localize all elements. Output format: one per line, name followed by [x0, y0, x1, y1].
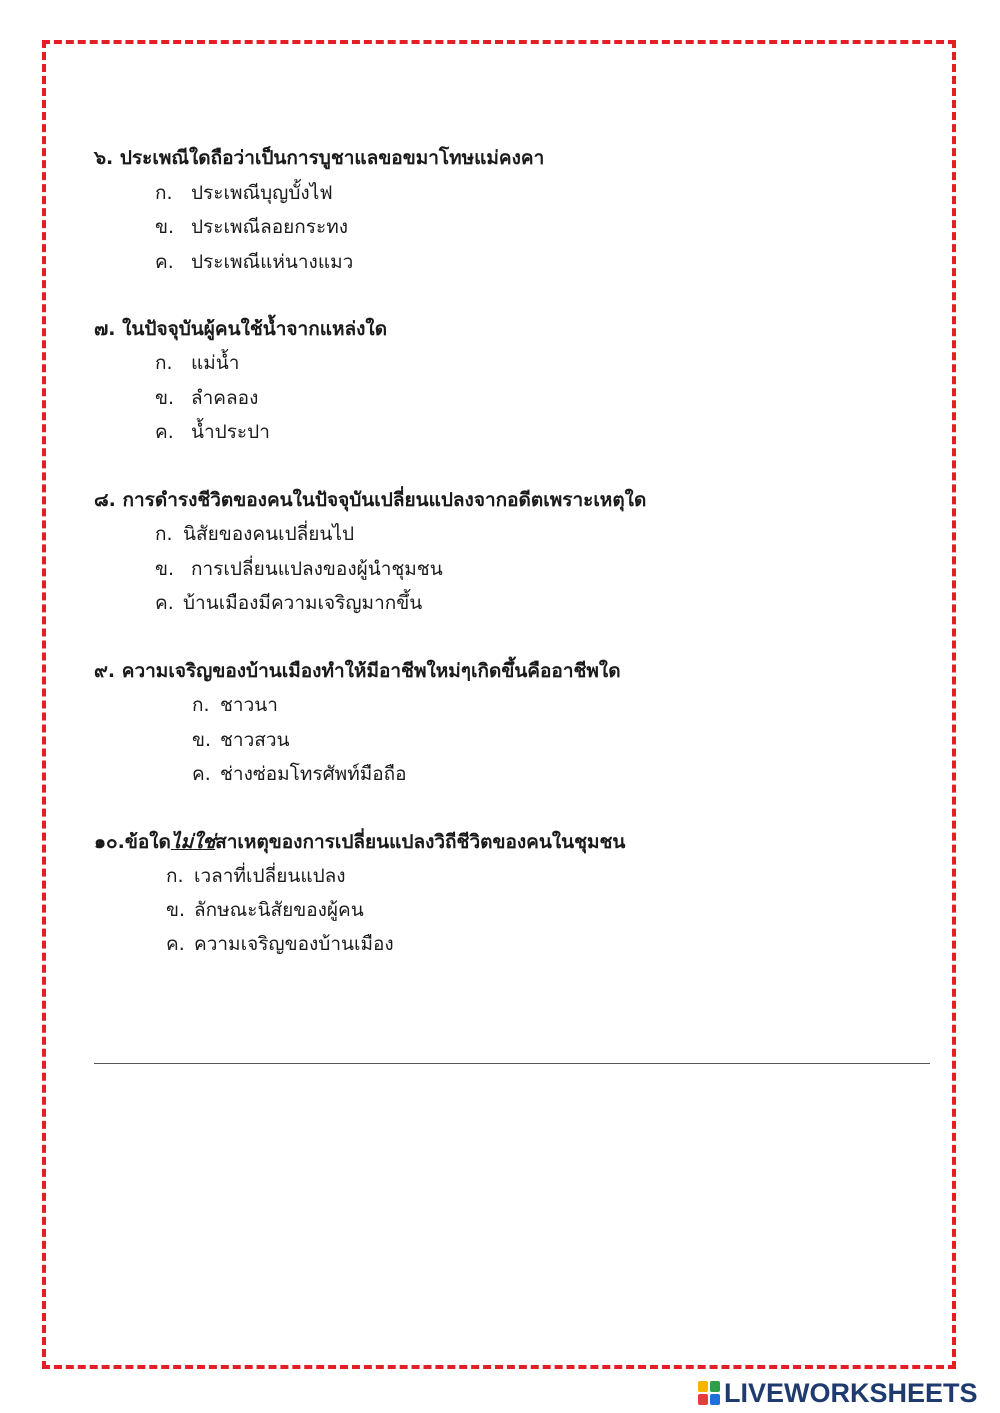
option-label: ค.	[155, 421, 174, 443]
option-text: ประเพณีลอยกระทง	[191, 216, 349, 238]
option-label: ค.	[155, 592, 174, 614]
option-9b[interactable]	[192, 727, 290, 753]
option-text: ความเจริญของบ้านเมือง	[194, 933, 394, 955]
option-label: ข.	[155, 216, 175, 238]
option-text: น้ำประปา	[191, 421, 270, 443]
option-8a[interactable]	[155, 521, 354, 547]
option-label: ข.	[155, 558, 175, 580]
logo-square-yellow	[698, 1381, 708, 1392]
option-label: ค.	[192, 763, 211, 785]
question-7: ๗. ในปัจจุบันผู้คนใช้น้ำจากแหล่งใด	[94, 318, 388, 340]
option-7b[interactable]	[155, 385, 258, 411]
logo-square-blue	[710, 1394, 720, 1405]
option-label: ก.	[155, 523, 173, 545]
option-7c[interactable]	[155, 419, 270, 445]
option-label: ข.	[166, 899, 186, 921]
logo-square-red	[698, 1394, 708, 1405]
option-9a[interactable]	[192, 692, 278, 718]
option-text: แม่น้ำ	[191, 352, 240, 374]
option-10a[interactable]	[166, 863, 346, 889]
logo-text: LIVEWORKSHEETS	[724, 1377, 978, 1408]
option-text: การเปลี่ยนแปลงของผู้นำชุมชน	[191, 558, 443, 580]
liveworksheets-logo-icon	[698, 1381, 720, 1405]
question-6: ๖. ประเพณีใดถือว่าเป็นการบูชาแลขอขมาโทษแม่คงคา	[94, 147, 545, 169]
logo-square-green	[710, 1381, 720, 1392]
option-10b[interactable]	[166, 897, 364, 923]
option-text: เวลาที่เปลี่ยนแปลง	[194, 865, 346, 887]
option-text: ลักษณะนิสัยของผู้คน	[194, 899, 364, 921]
option-label: ก.	[155, 352, 173, 374]
option-label: ก.	[192, 694, 210, 716]
option-label: ค.	[155, 251, 174, 273]
option-label: ก.	[155, 182, 173, 204]
option-6c[interactable]	[155, 249, 353, 275]
option-label: ค.	[166, 933, 185, 955]
option-label: ข.	[155, 387, 175, 409]
option-text: ประเพณีแห่นางแมว	[191, 251, 354, 273]
question-10-emphasis: ไม่ใช่	[170, 831, 216, 853]
option-6b[interactable]	[155, 214, 348, 240]
option-text: บ้านเมืองมีความเจริญมากขึ้น	[183, 592, 423, 614]
option-label: ก.	[166, 865, 184, 887]
option-text: นิสัยของคนเปลี่ยนไป	[183, 523, 355, 545]
question-10-prefix: ๑๐.ข้อใด	[94, 831, 171, 853]
option-text: ลำคลอง	[191, 387, 259, 409]
option-7a[interactable]	[155, 350, 239, 376]
option-label: ข.	[192, 729, 212, 751]
option-text: ชาวสวน	[220, 729, 290, 751]
option-text: ชาวนา	[220, 694, 278, 716]
question-8: ๘. การดำรงชีวิตของคนในปัจจุบันเปลี่ยนแปลงจากอดีตเพราะเหตุใด	[94, 489, 647, 511]
option-10c[interactable]	[166, 931, 394, 957]
option-8c[interactable]	[155, 590, 422, 616]
question-10-suffix: สาเหตุของการเปลี่ยนแปลงวิถีชีวิตของคนในชุมชน	[215, 831, 626, 853]
option-text: ประเพณีบุญบั้งไฟ	[191, 182, 333, 204]
question-10	[94, 829, 625, 855]
horizontal-divider	[94, 1063, 930, 1064]
option-text: ช่างซ่อมโทรศัพท์มือถือ	[220, 763, 407, 785]
liveworksheets-logo[interactable]	[698, 1378, 978, 1408]
option-8b[interactable]	[155, 556, 443, 582]
question-9: ๙. ความเจริญของบ้านเมืองทำให้มีอาชีพใหม่ๆเกิดขึ้นคืออาชีพใด	[94, 660, 621, 682]
option-6a[interactable]	[155, 180, 333, 206]
option-9c[interactable]	[192, 761, 407, 787]
